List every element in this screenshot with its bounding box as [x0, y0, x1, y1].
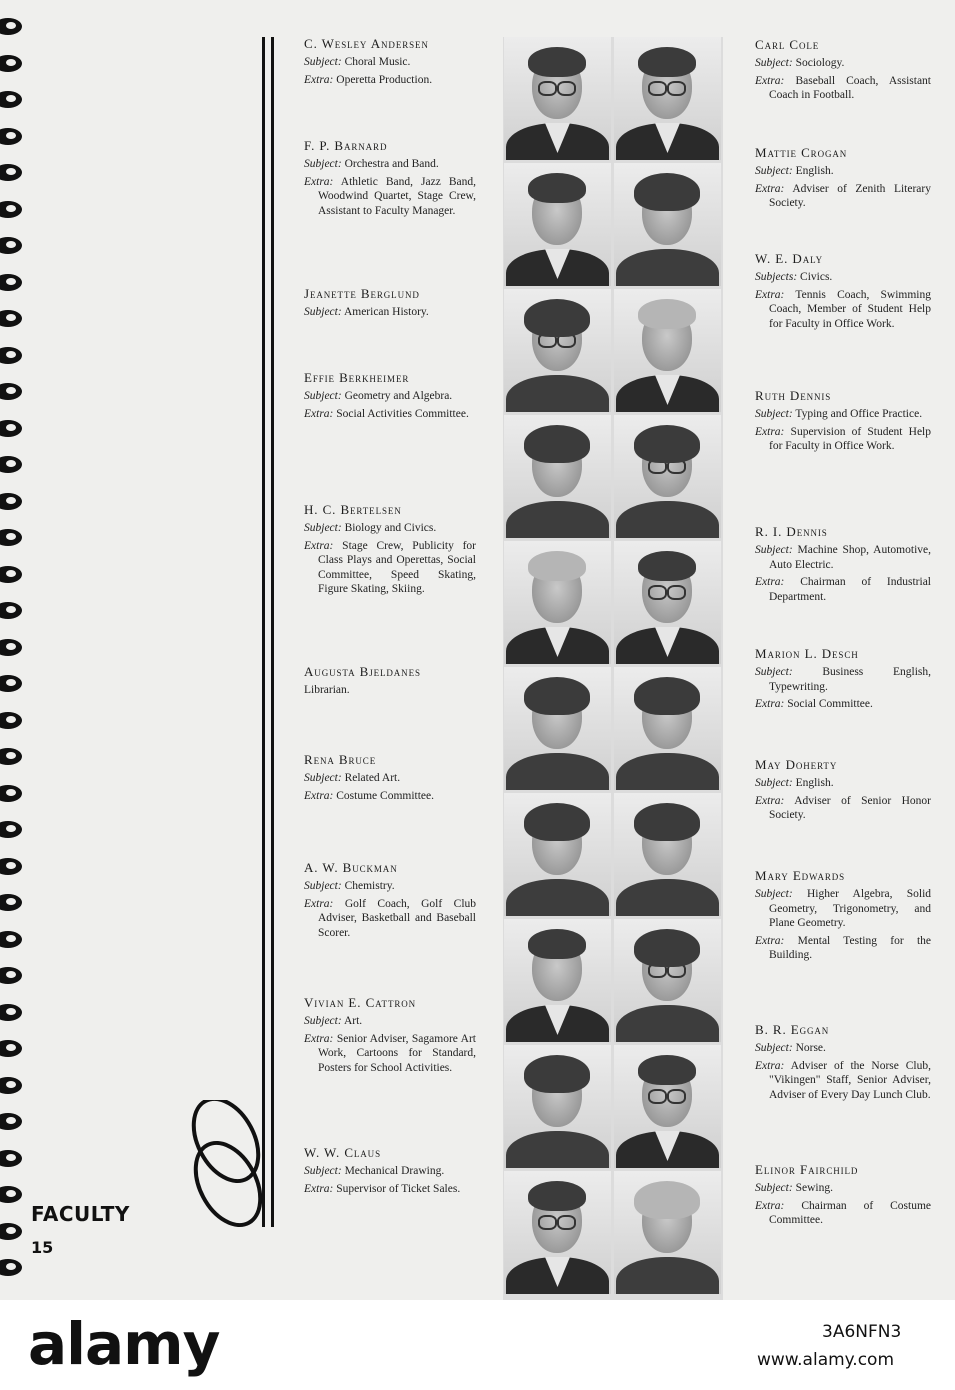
detail-label: Subjects: [755, 271, 798, 284]
detail-label: Subject: [304, 522, 342, 535]
faculty-entry [755, 38, 931, 106]
portrait-body [506, 375, 609, 412]
detail-label: Subject: [755, 777, 793, 790]
decorative-loop-ornament [188, 1100, 268, 1230]
faculty-detail-line [304, 539, 476, 597]
faculty-detail-line [755, 665, 931, 694]
detail-text: Stage Crew, Publicity for Class Plays and Operettas, Social Committee, Speed Skating, Figure Skating, Skiing. [318, 539, 477, 596]
spiral-coil [0, 1113, 22, 1130]
faculty-portrait [504, 793, 611, 916]
faculty-name: W. W. Claus [304, 1145, 381, 1160]
faculty-portrait [504, 1171, 611, 1294]
detail-label: Subject: [755, 165, 793, 178]
faculty-detail-line [755, 575, 931, 604]
detail-label: Subject: [304, 390, 342, 403]
detail-text: Sociology. [795, 57, 845, 70]
faculty-entry [755, 252, 931, 334]
faculty-entry [755, 389, 931, 457]
portrait-hair [638, 1055, 696, 1085]
spiral-coil [0, 1040, 22, 1057]
spiral-coil [0, 128, 22, 145]
detail-label: Extra: [755, 182, 785, 195]
detail-label: Subject: [304, 772, 342, 785]
detail-text: American History. [343, 306, 429, 319]
faculty-detail-line [304, 771, 476, 785]
faculty-detail-line [755, 407, 931, 421]
detail-text: Golf Coach, Golf Club Adviser, Basketball and Baseball Scorer. [318, 897, 477, 939]
spiral-coil [0, 18, 22, 35]
detail-text: English. [795, 165, 834, 178]
spiral-coil [0, 785, 22, 802]
spiral-coil [0, 383, 22, 400]
faculty-detail-line [304, 683, 476, 697]
portrait-body [506, 753, 609, 790]
detail-text: Adviser of Senior Honor Society. [769, 794, 931, 822]
detail-text: Baseball Coach, Assistant Coach in Football. [769, 74, 932, 102]
watermark-image-id: 3A6NFN3 [822, 1322, 902, 1342]
faculty-detail-line [755, 776, 931, 790]
faculty-detail-line [304, 1014, 476, 1028]
detail-label: Extra: [755, 1059, 785, 1072]
watermark-logo: alamy [28, 1310, 220, 1378]
faculty-detail-line [304, 55, 476, 69]
detail-text: Related Art. [344, 772, 401, 785]
spiral-coil [0, 931, 22, 948]
faculty-name: Mary Edwards [755, 868, 846, 883]
detail-text: Civics. [800, 271, 833, 284]
faculty-name: W. E. Daly [755, 251, 824, 266]
spiral-coil [0, 1186, 22, 1203]
faculty-entry [304, 753, 476, 806]
portrait-hair [634, 1181, 700, 1219]
detail-label: Subject: [304, 56, 342, 69]
detail-text: Biology and Civics. [344, 522, 437, 535]
faculty-name: Vivian E. Cattron [304, 995, 417, 1010]
spiral-coil [0, 1150, 22, 1167]
detail-label: Subject: [755, 57, 793, 70]
faculty-detail-line [755, 1181, 931, 1195]
faculty-detail-line [304, 389, 476, 403]
faculty-entry [304, 503, 476, 599]
faculty-entry [304, 139, 476, 221]
spiral-coil [0, 274, 22, 291]
spiral-coil [0, 456, 22, 473]
detail-text: Chemistry. [344, 880, 395, 893]
spiral-coil [0, 858, 22, 875]
detail-label: Extra: [755, 698, 785, 711]
portrait-hair [638, 551, 696, 581]
faculty-name: Ruth Dennis [755, 388, 832, 403]
portrait-hair [634, 173, 700, 211]
faculty-entry [755, 146, 931, 214]
spiral-coil [0, 821, 22, 838]
portrait-body [506, 879, 609, 916]
spiral-coil [0, 529, 22, 546]
detail-text: Social Activities Committee. [336, 407, 469, 420]
spiral-coil [0, 566, 22, 583]
faculty-name: Mattie Crogan [755, 145, 848, 160]
detail-label: Subject: [755, 1042, 793, 1055]
detail-label: Subject: [304, 1165, 342, 1178]
detail-label: Subject: [304, 158, 342, 171]
faculty-name: May Doherty [755, 757, 838, 772]
faculty-portrait [614, 1171, 721, 1294]
detail-label: Extra: [304, 897, 334, 910]
faculty-portrait [614, 163, 721, 286]
faculty-name: F. P. Barnard [304, 138, 388, 153]
portrait-hair [528, 551, 586, 581]
spiral-coil [0, 967, 22, 984]
spiral-coil [0, 164, 22, 181]
faculty-detail-line [304, 175, 476, 218]
faculty-name: C. Wesley Andersen [304, 36, 429, 51]
detail-text: Choral Music. [344, 56, 411, 69]
faculty-entry [755, 758, 931, 826]
portrait-hair [524, 1055, 590, 1093]
faculty-name: Marion L. Desch [755, 646, 859, 661]
faculty-portrait [504, 37, 611, 160]
faculty-detail-line [755, 270, 931, 284]
detail-label: Subject: [755, 1182, 793, 1195]
portrait-grid [503, 37, 723, 1300]
faculty-name: B. R. Eggan [755, 1022, 830, 1037]
portrait-hair [528, 1181, 586, 1211]
faculty-detail-line [304, 73, 476, 87]
faculty-detail-line [755, 697, 931, 711]
detail-text: Orchestra and Band. [344, 158, 439, 171]
faculty-portrait [504, 1045, 611, 1168]
detail-text: Tennis Coach, Swimming Coach, Member of Student Help for Faculty in Office Work. [769, 288, 932, 330]
detail-label: Extra: [755, 1199, 785, 1212]
detail-label: Extra: [304, 175, 334, 188]
detail-label: Extra: [755, 74, 785, 87]
faculty-detail-line [755, 56, 931, 70]
detail-label: Subject: [304, 306, 342, 319]
faculty-portrait [614, 919, 721, 1042]
spiral-coil [0, 237, 22, 254]
spiral-coil [0, 420, 22, 437]
portrait-hair [524, 677, 590, 715]
faculty-entry [304, 861, 476, 943]
portrait-body [616, 501, 719, 538]
spiral-coil [0, 1004, 22, 1021]
detail-label: Extra: [304, 789, 334, 802]
portrait-hair [524, 299, 590, 337]
vertical-rule-left [262, 37, 265, 1227]
detail-text: Machine Shop, Automotive, Auto Electric. [769, 544, 932, 571]
vertical-rule-right [271, 37, 274, 1227]
faculty-detail-line [304, 305, 476, 319]
faculty-portrait [504, 541, 611, 664]
faculty-portrait [614, 289, 721, 412]
detail-label: Extra: [304, 1032, 334, 1045]
faculty-entry [755, 869, 931, 965]
faculty-detail-line [304, 1182, 476, 1196]
spiral-coil [0, 1077, 22, 1094]
detail-label: Extra: [304, 539, 334, 552]
detail-text: Costume Committee. [336, 789, 435, 802]
faculty-detail-line [304, 157, 476, 171]
detail-text: Athletic Band, Jazz Band, Woodwind Quartet, Stage Crew, Assistant to Faculty Manager. [318, 175, 476, 217]
detail-text: Norse. [795, 1042, 826, 1055]
faculty-entry [755, 647, 931, 715]
faculty-portrait [614, 793, 721, 916]
spiral-coil [0, 347, 22, 364]
spiral-binding [0, 0, 40, 1300]
detail-text: Sewing. [795, 1182, 833, 1195]
detail-text: Operetta Production. [336, 73, 433, 86]
detail-text: Supervision of Student Help for Faculty in Office Work. [769, 425, 931, 453]
portrait-body [616, 753, 719, 790]
detail-label: Subject: [755, 408, 793, 421]
faculty-detail-line [755, 887, 931, 930]
faculty-detail-line [755, 1199, 931, 1228]
spiral-coil [0, 493, 22, 510]
detail-label: Subject: [755, 666, 793, 679]
detail-text: Chairman of Industrial Department. [769, 576, 931, 603]
faculty-entry [304, 996, 476, 1078]
detail-text: Art. [343, 1015, 363, 1028]
faculty-detail-line [304, 407, 476, 421]
faculty-detail-line [304, 1032, 476, 1075]
detail-text: English. [795, 777, 834, 790]
faculty-detail-line [755, 1041, 931, 1055]
detail-label: Subject: [304, 880, 342, 893]
watermark-url: www.alamy.com [757, 1350, 895, 1370]
detail-text: Typing and Office Practice. [795, 408, 923, 421]
spiral-coil [0, 748, 22, 765]
detail-text: Higher Algebra, Solid Geometry, Trigonometry, and Plane Geometry. [769, 888, 932, 930]
portrait-hair [528, 173, 586, 203]
faculty-entry [304, 1146, 476, 1199]
faculty-portrait [504, 667, 611, 790]
detail-label: Extra: [755, 576, 785, 589]
faculty-entry [755, 525, 931, 607]
spiral-coil [0, 675, 22, 692]
spiral-coil [0, 712, 22, 729]
spiral-coil [0, 55, 22, 72]
detail-text: Mechanical Drawing. [344, 1165, 445, 1178]
detail-label: Extra: [304, 1182, 334, 1195]
faculty-name: R. I. Dennis [755, 524, 828, 539]
faculty-entry [755, 1163, 931, 1231]
portrait-hair [524, 425, 590, 463]
portrait-body [616, 249, 719, 286]
faculty-detail-line [304, 789, 476, 803]
faculty-detail-line [755, 794, 931, 823]
spiral-coil [0, 894, 22, 911]
detail-text: Senior Adviser, Sagamore Art Work, Cartoons for Standard, Posters for School Activities. [318, 1032, 476, 1074]
portrait-hair [634, 677, 700, 715]
faculty-portrait [614, 1045, 721, 1168]
faculty-detail-line [304, 897, 476, 940]
spiral-coil [0, 1259, 22, 1276]
spiral-coil [0, 201, 22, 218]
detail-text: Adviser of the Norse Club, "Vikingen" Staff, Senior Adviser, Adviser of Every Day Lunch Club. [769, 1059, 931, 1101]
faculty-portrait [614, 667, 721, 790]
faculty-detail-line [304, 879, 476, 893]
detail-label: Subject: [755, 544, 793, 557]
spiral-coil [0, 310, 22, 327]
faculty-detail-line [755, 182, 931, 211]
portrait-hair [634, 425, 700, 463]
portrait-hair [638, 299, 696, 329]
faculty-entry [755, 1023, 931, 1105]
faculty-detail-line [755, 934, 931, 963]
detail-text: Chairman of Costume Committee. [769, 1199, 932, 1227]
faculty-detail-line [755, 74, 931, 103]
spiral-coil [0, 91, 22, 108]
faculty-detail-line [755, 1059, 931, 1102]
faculty-entry [304, 665, 476, 701]
detail-label: Subject: [755, 888, 793, 901]
faculty-name: Jeanette Berglund [304, 286, 420, 301]
section-label: FACULTY [31, 1202, 130, 1226]
faculty-name: Effie Berkheimer [304, 370, 410, 385]
portrait-hair [524, 803, 590, 841]
faculty-name: H. C. Bertelsen [304, 502, 402, 517]
portrait-body [506, 1131, 609, 1168]
detail-text: Adviser of Zenith Literary Society. [769, 182, 931, 210]
portrait-body [616, 1257, 719, 1294]
detail-text: Mental Testing for the Building. [769, 934, 931, 962]
faculty-detail-line [755, 288, 931, 331]
detail-label: Subject: [304, 1015, 342, 1028]
faculty-entry [304, 37, 476, 90]
faculty-detail-line [755, 543, 931, 572]
detail-text: Geometry and Algebra. [344, 390, 453, 403]
faculty-detail-line [304, 521, 476, 535]
detail-label: Extra: [304, 73, 334, 86]
detail-text: Social Committee. [787, 698, 873, 711]
portrait-hair [634, 929, 700, 967]
portrait-hair [528, 47, 586, 77]
portrait-hair [634, 803, 700, 841]
faculty-detail-line [755, 425, 931, 454]
faculty-name: A. W. Buckman [304, 860, 398, 875]
faculty-entry [304, 371, 476, 424]
spiral-coil [0, 1223, 22, 1240]
faculty-portrait [614, 37, 721, 160]
faculty-portrait [504, 919, 611, 1042]
spiral-coil [0, 602, 22, 619]
faculty-portrait [614, 541, 721, 664]
faculty-entry [304, 287, 476, 323]
faculty-portrait [504, 289, 611, 412]
detail-label: Extra: [755, 425, 785, 438]
faculty-name: Elinor Fairchild [755, 1162, 859, 1177]
faculty-detail-line [755, 164, 931, 178]
faculty-portrait [614, 415, 721, 538]
detail-text: Business English, Typewriting. [769, 666, 931, 693]
portrait-body [616, 879, 719, 916]
detail-text: Supervisor of Ticket Sales. [336, 1182, 461, 1195]
detail-label: Extra: [304, 407, 334, 420]
detail-label: Extra: [755, 794, 785, 807]
faculty-detail-line [304, 1164, 476, 1178]
portrait-body [506, 501, 609, 538]
faculty-portrait [504, 163, 611, 286]
detail-text: Librarian. [304, 684, 350, 697]
faculty-portrait [504, 415, 611, 538]
detail-label: Extra: [755, 288, 785, 301]
faculty-name: Carl Cole [755, 37, 820, 52]
faculty-name: Rena Bruce [304, 752, 377, 767]
portrait-body [616, 1005, 719, 1042]
portrait-hair [528, 929, 586, 959]
faculty-name: Augusta Bjeldanes [304, 664, 421, 679]
page-number: 15 [31, 1238, 54, 1257]
spiral-coil [0, 639, 22, 656]
detail-label: Extra: [755, 934, 785, 947]
portrait-hair [638, 47, 696, 77]
